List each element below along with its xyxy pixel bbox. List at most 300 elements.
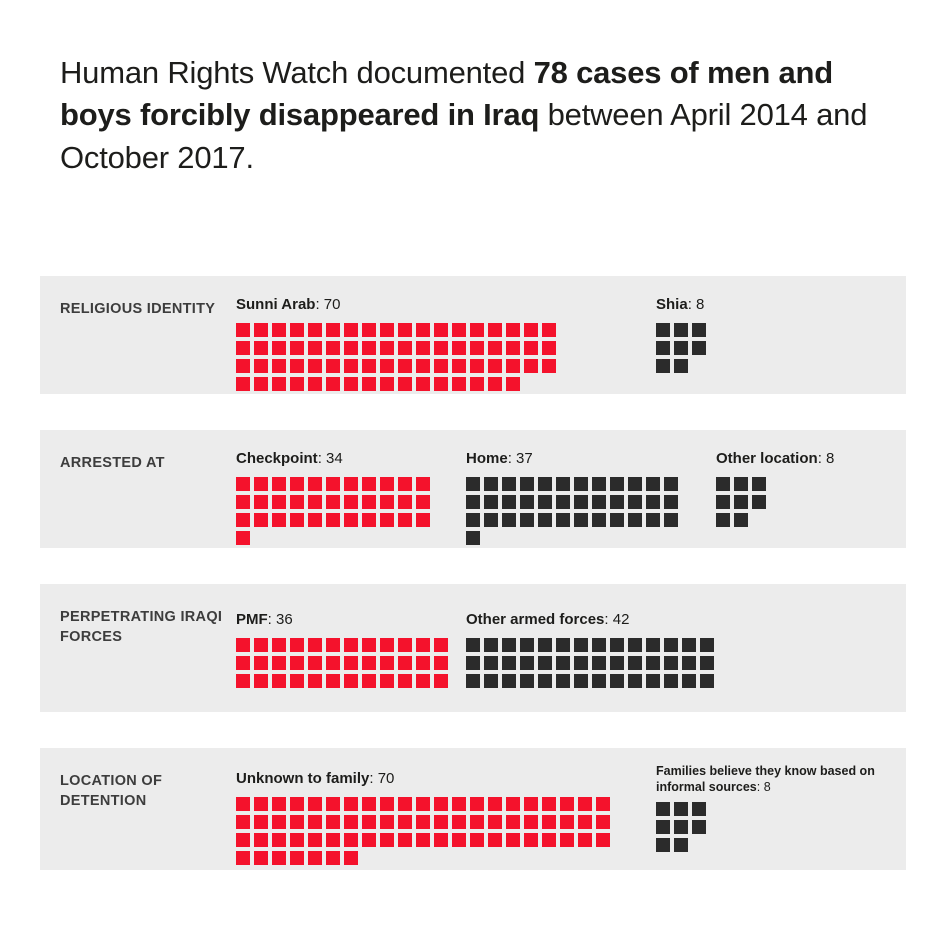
- squares-group: [236, 797, 614, 869]
- unit-square: [664, 674, 678, 688]
- unit-square: [470, 833, 484, 847]
- unit-square: [556, 477, 570, 491]
- unit-square: [434, 638, 448, 652]
- unit-square: [520, 674, 534, 688]
- unit-square: [524, 323, 538, 337]
- unit-square: [254, 495, 268, 509]
- unit-square: [380, 477, 394, 491]
- unit-square: [524, 341, 538, 355]
- unit-square: [466, 638, 480, 652]
- unit-square: [416, 638, 430, 652]
- unit-square: [484, 477, 498, 491]
- unit-square: [502, 638, 516, 652]
- unit-square: [674, 359, 688, 373]
- unit-square: [452, 815, 466, 829]
- section-label: PERPETRATING IRAQI FORCES: [60, 609, 223, 645]
- unit-square: [520, 495, 534, 509]
- unit-square: [674, 323, 688, 337]
- unit-square: [254, 656, 268, 670]
- unit-square: [716, 513, 730, 527]
- unit-square: [656, 820, 670, 834]
- unit-square: [272, 851, 286, 865]
- unit-square: [524, 797, 538, 811]
- group-title: PMF: 36: [236, 611, 293, 628]
- unit-square: [290, 495, 304, 509]
- unit-square: [578, 797, 592, 811]
- unit-square: [308, 815, 322, 829]
- unit-square: [272, 359, 286, 373]
- unit-square: [700, 656, 714, 670]
- unit-square: [380, 323, 394, 337]
- group-shia: [656, 296, 710, 377]
- section-location-of-detention: [40, 748, 906, 870]
- section-arrested-at: [40, 430, 906, 548]
- unit-square: [628, 656, 642, 670]
- unit-square: [542, 323, 556, 337]
- unit-square: [326, 833, 340, 847]
- unit-square: [664, 513, 678, 527]
- group-value: 37: [516, 450, 533, 467]
- unit-square: [520, 477, 534, 491]
- unit-square: [574, 656, 588, 670]
- unit-square: [628, 477, 642, 491]
- unit-square: [344, 851, 358, 865]
- unit-square: [416, 341, 430, 355]
- group-name: Other location: [716, 450, 818, 467]
- unit-square: [308, 833, 322, 847]
- unit-square: [502, 477, 516, 491]
- unit-square: [326, 341, 340, 355]
- group-title: Other armed forces: 42: [466, 611, 630, 628]
- squares-group: [236, 477, 434, 549]
- unit-square: [254, 359, 268, 373]
- unit-square: [646, 495, 660, 509]
- unit-square: [254, 477, 268, 491]
- unit-square: [308, 495, 322, 509]
- group-pmf: [236, 611, 452, 692]
- unit-square: [362, 359, 376, 373]
- unit-square: [682, 656, 696, 670]
- unit-square: [628, 674, 642, 688]
- unit-square: [380, 674, 394, 688]
- unit-square: [326, 638, 340, 652]
- unit-square: [398, 674, 412, 688]
- squares-group: [236, 323, 560, 395]
- unit-square: [272, 656, 286, 670]
- unit-square: [592, 513, 606, 527]
- unit-square: [344, 513, 358, 527]
- unit-square: [272, 513, 286, 527]
- unit-square: [416, 377, 430, 391]
- unit-square: [542, 341, 556, 355]
- unit-square: [466, 513, 480, 527]
- unit-square: [236, 833, 250, 847]
- unit-square: [470, 341, 484, 355]
- unit-square: [344, 815, 358, 829]
- unit-square: [290, 797, 304, 811]
- unit-square: [524, 815, 538, 829]
- unit-square: [362, 797, 376, 811]
- unit-square: [506, 815, 520, 829]
- unit-square: [254, 341, 268, 355]
- unit-square: [596, 833, 610, 847]
- unit-square: [470, 359, 484, 373]
- unit-square: [574, 477, 588, 491]
- unit-square: [578, 833, 592, 847]
- unit-square: [452, 833, 466, 847]
- group-value: 70: [323, 296, 341, 313]
- unit-square: [290, 341, 304, 355]
- unit-square: [326, 377, 340, 391]
- unit-square: [560, 815, 574, 829]
- unit-square: [272, 797, 286, 811]
- unit-square: [646, 656, 660, 670]
- group-other-location: [716, 450, 834, 531]
- unit-square: [466, 531, 480, 545]
- squares-group: [236, 638, 452, 692]
- unit-square: [628, 495, 642, 509]
- unit-square: [272, 815, 286, 829]
- unit-square: [398, 323, 412, 337]
- unit-square: [236, 477, 250, 491]
- unit-square: [452, 323, 466, 337]
- unit-square: [326, 477, 340, 491]
- unit-square: [290, 656, 304, 670]
- unit-square: [506, 833, 520, 847]
- unit-square: [484, 513, 498, 527]
- unit-square: [380, 815, 394, 829]
- unit-square: [488, 815, 502, 829]
- group-title: Families believe they know based on informal sources: 8: [656, 764, 875, 794]
- unit-square: [308, 656, 322, 670]
- group-sunni-arab: [236, 296, 560, 395]
- unit-square: [542, 359, 556, 373]
- headline-part-2: between April 2014 and October 2017.: [60, 97, 868, 175]
- unit-square: [398, 656, 412, 670]
- unit-square: [574, 638, 588, 652]
- unit-square: [520, 513, 534, 527]
- unit-square: [272, 477, 286, 491]
- unit-square: [538, 477, 552, 491]
- unit-square: [344, 638, 358, 652]
- unit-square: [236, 341, 250, 355]
- unit-square: [628, 638, 642, 652]
- unit-square: [656, 802, 670, 816]
- group-value: 34: [326, 450, 343, 467]
- unit-square: [466, 674, 480, 688]
- unit-square: [416, 656, 430, 670]
- unit-square: [484, 638, 498, 652]
- unit-square: [362, 495, 376, 509]
- unit-square: [344, 674, 358, 688]
- unit-square: [308, 377, 322, 391]
- unit-square: [674, 341, 688, 355]
- unit-square: [362, 674, 376, 688]
- unit-square: [502, 674, 516, 688]
- unit-square: [380, 797, 394, 811]
- unit-square: [272, 833, 286, 847]
- unit-square: [290, 477, 304, 491]
- unit-square: [734, 495, 748, 509]
- unit-square: [700, 638, 714, 652]
- group-checkpoint: [236, 450, 434, 549]
- unit-square: [416, 323, 430, 337]
- unit-square: [380, 638, 394, 652]
- unit-square: [326, 656, 340, 670]
- page-title: [60, 52, 900, 179]
- unit-square: [434, 833, 448, 847]
- unit-square: [416, 797, 430, 811]
- unit-square: [290, 377, 304, 391]
- unit-square: [290, 359, 304, 373]
- unit-square: [538, 674, 552, 688]
- section-label: RELIGIOUS IDENTITY: [60, 301, 216, 317]
- squares-group: [466, 638, 718, 692]
- group-value: 70: [377, 770, 395, 787]
- unit-square: [682, 638, 696, 652]
- unit-square: [344, 797, 358, 811]
- unit-square: [362, 377, 376, 391]
- unit-square: [308, 638, 322, 652]
- unit-square: [254, 638, 268, 652]
- unit-square: [362, 815, 376, 829]
- unit-square: [646, 477, 660, 491]
- group-name: Shia: [656, 296, 688, 313]
- unit-square: [272, 341, 286, 355]
- unit-square: [488, 377, 502, 391]
- unit-square: [254, 815, 268, 829]
- group-value: 42: [612, 611, 630, 628]
- unit-square: [308, 851, 322, 865]
- unit-square: [542, 815, 556, 829]
- unit-square: [398, 513, 412, 527]
- group-title: Other location: 8: [716, 450, 835, 467]
- unit-square: [254, 851, 268, 865]
- unit-square: [592, 495, 606, 509]
- unit-square: [416, 495, 430, 509]
- group-value: 8: [826, 450, 835, 467]
- unit-square: [236, 674, 250, 688]
- unit-square: [398, 638, 412, 652]
- unit-square: [398, 495, 412, 509]
- unit-square: [700, 674, 714, 688]
- headline-bold: 78 cases of men and boys forcibly disappeared in Iraq: [60, 55, 834, 133]
- unit-square: [716, 477, 730, 491]
- unit-square: [692, 341, 706, 355]
- unit-square: [398, 359, 412, 373]
- unit-square: [254, 323, 268, 337]
- squares-group: [656, 802, 710, 856]
- unit-square: [538, 513, 552, 527]
- unit-square: [380, 359, 394, 373]
- group-title: Home: 37: [466, 450, 533, 467]
- unit-square: [416, 513, 430, 527]
- unit-square: [344, 495, 358, 509]
- unit-square: [326, 851, 340, 865]
- unit-square: [664, 638, 678, 652]
- group-title: Shia: 8: [656, 296, 705, 313]
- unit-square: [484, 495, 498, 509]
- unit-square: [610, 674, 624, 688]
- unit-square: [272, 377, 286, 391]
- group-home: [466, 450, 682, 549]
- unit-square: [416, 359, 430, 373]
- unit-square: [236, 495, 250, 509]
- unit-square: [254, 674, 268, 688]
- unit-square: [610, 477, 624, 491]
- unit-square: [236, 815, 250, 829]
- unit-square: [362, 638, 376, 652]
- unit-square: [646, 674, 660, 688]
- unit-square: [272, 674, 286, 688]
- unit-square: [506, 359, 520, 373]
- group-name: Checkpoint: [236, 450, 318, 467]
- unit-square: [236, 531, 250, 545]
- unit-square: [656, 838, 670, 852]
- unit-square: [362, 477, 376, 491]
- unit-square: [592, 674, 606, 688]
- unit-square: [434, 341, 448, 355]
- unit-square: [656, 359, 670, 373]
- unit-square: [398, 341, 412, 355]
- unit-square: [434, 323, 448, 337]
- unit-square: [488, 797, 502, 811]
- unit-square: [596, 797, 610, 811]
- unit-square: [236, 638, 250, 652]
- unit-square: [326, 359, 340, 373]
- unit-square: [610, 638, 624, 652]
- unit-square: [610, 513, 624, 527]
- unit-square: [596, 815, 610, 829]
- unit-square: [556, 656, 570, 670]
- squares-group: [466, 477, 682, 549]
- unit-square: [664, 656, 678, 670]
- unit-square: [452, 377, 466, 391]
- group-unknown-to-family: [236, 770, 614, 869]
- unit-square: [290, 815, 304, 829]
- unit-square: [556, 674, 570, 688]
- group-title: Sunni Arab: 70: [236, 296, 341, 313]
- unit-square: [574, 513, 588, 527]
- unit-square: [326, 323, 340, 337]
- unit-square: [682, 674, 696, 688]
- unit-square: [692, 323, 706, 337]
- unit-square: [290, 851, 304, 865]
- unit-square: [344, 359, 358, 373]
- unit-square: [574, 674, 588, 688]
- unit-square: [380, 833, 394, 847]
- unit-square: [506, 797, 520, 811]
- headline-part-1: Human Rights Watch documented: [60, 55, 534, 90]
- unit-square: [290, 323, 304, 337]
- unit-square: [628, 513, 642, 527]
- unit-square: [326, 815, 340, 829]
- unit-square: [466, 477, 480, 491]
- unit-square: [236, 359, 250, 373]
- unit-square: [308, 674, 322, 688]
- unit-square: [542, 833, 556, 847]
- unit-square: [254, 833, 268, 847]
- unit-square: [752, 477, 766, 491]
- unit-square: [610, 656, 624, 670]
- unit-square: [656, 323, 670, 337]
- unit-square: [592, 477, 606, 491]
- unit-square: [236, 377, 250, 391]
- unit-square: [506, 323, 520, 337]
- unit-square: [578, 815, 592, 829]
- unit-square: [326, 495, 340, 509]
- unit-square: [488, 833, 502, 847]
- section-religious-identity: [40, 276, 906, 394]
- unit-square: [272, 495, 286, 509]
- unit-square: [362, 513, 376, 527]
- unit-square: [434, 797, 448, 811]
- unit-square: [466, 656, 480, 670]
- unit-square: [416, 674, 430, 688]
- group-value: 8: [763, 779, 771, 794]
- unit-square: [290, 638, 304, 652]
- unit-square: [398, 833, 412, 847]
- unit-square: [344, 833, 358, 847]
- unit-square: [484, 674, 498, 688]
- unit-square: [574, 495, 588, 509]
- unit-square: [502, 513, 516, 527]
- unit-square: [538, 495, 552, 509]
- group-name: Unknown to family: [236, 770, 370, 787]
- unit-square: [254, 377, 268, 391]
- unit-square: [398, 477, 412, 491]
- unit-square: [380, 377, 394, 391]
- unit-square: [290, 833, 304, 847]
- unit-square: [416, 815, 430, 829]
- unit-square: [488, 359, 502, 373]
- unit-square: [452, 359, 466, 373]
- unit-square: [236, 797, 250, 811]
- section-label: LOCATION OF DETENTION: [60, 773, 163, 809]
- unit-square: [542, 797, 556, 811]
- section-label: ARRESTED AT: [60, 455, 165, 471]
- unit-square: [610, 495, 624, 509]
- unit-square: [434, 359, 448, 373]
- unit-square: [506, 377, 520, 391]
- unit-square: [506, 341, 520, 355]
- unit-square: [398, 797, 412, 811]
- unit-square: [646, 638, 660, 652]
- unit-square: [664, 495, 678, 509]
- unit-square: [592, 638, 606, 652]
- unit-square: [646, 513, 660, 527]
- unit-square: [380, 341, 394, 355]
- group-title: Checkpoint: 34: [236, 450, 343, 467]
- unit-square: [556, 638, 570, 652]
- squares-group: [656, 323, 710, 377]
- unit-square: [664, 477, 678, 491]
- unit-square: [308, 477, 322, 491]
- unit-square: [272, 323, 286, 337]
- unit-square: [470, 377, 484, 391]
- group-name: Sunni Arab: [236, 296, 316, 313]
- unit-square: [656, 341, 670, 355]
- group-name: Families believe they know based on informal sources: [656, 764, 875, 794]
- group-families-believe: [656, 764, 876, 856]
- unit-square: [470, 323, 484, 337]
- unit-square: [380, 495, 394, 509]
- unit-square: [466, 495, 480, 509]
- unit-square: [344, 323, 358, 337]
- unit-square: [524, 359, 538, 373]
- unit-square: [538, 638, 552, 652]
- unit-square: [308, 359, 322, 373]
